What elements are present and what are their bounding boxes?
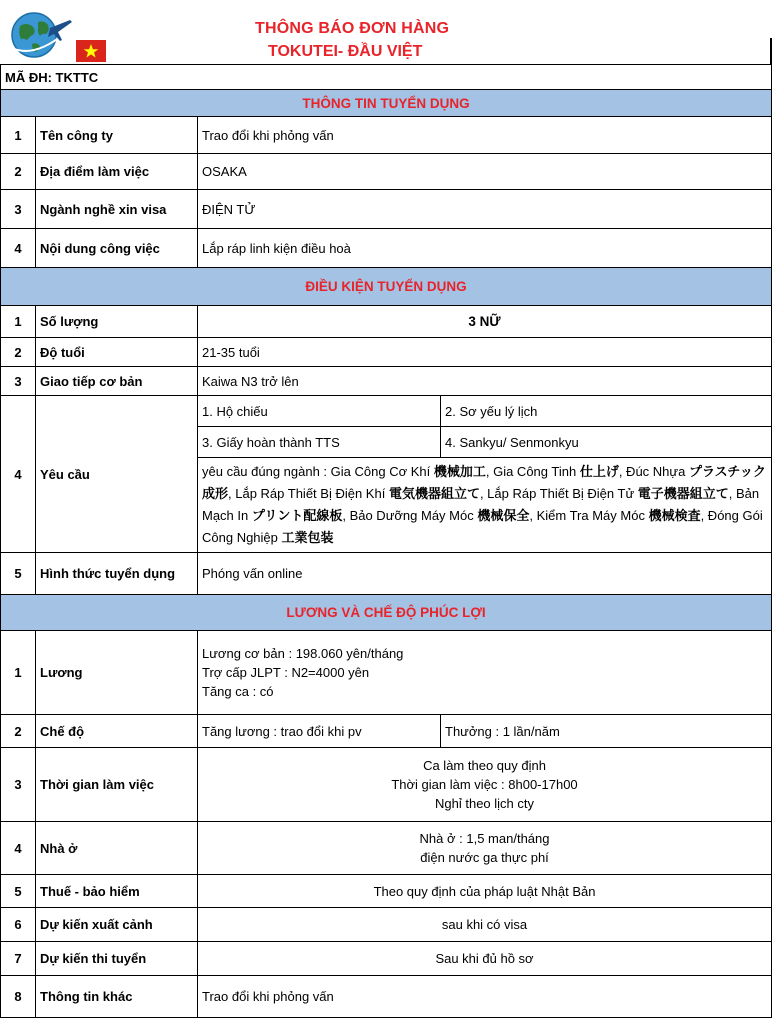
row-number: 3 [1,748,36,822]
req-jp-term: 機械保全 [477,509,530,524]
table-row [1,367,772,396]
row-label: Độ tuổi [36,338,198,367]
row-value: OSAKA [198,154,772,190]
row-number: 3 [1,367,36,396]
row-number: 4 [1,229,36,268]
vietnam-flag-icon [76,40,106,62]
row-number: 5 [1,875,36,908]
row-number: 1 [1,631,36,715]
req-text: , Kiểm Tra Máy Móc [529,508,649,523]
row-label: Tên công ty [36,117,198,154]
wage-line: Lương cơ bản : 198.060 yên/tháng [202,646,404,661]
table-row [1,715,772,748]
requirement-doc-4: 4. Sankyu/ Senmonkyu [441,427,772,458]
req-jp-term: プリント配線板 [251,509,343,524]
table-row [1,396,772,427]
row-value: Trao đổi khi phỏng vấn [198,117,772,154]
page-title: THÔNG BÁO ĐƠN HÀNG [255,20,450,37]
row-value: ĐIỆN TỬ [198,190,772,229]
table-row [1,154,772,190]
requirement-doc-2: 2. Sơ yếu lý lịch [441,396,772,427]
divider [770,38,772,64]
req-jp-term: 工業包装 [281,531,334,546]
row-number: 7 [1,942,36,976]
section-header-conditions [1,268,772,306]
policy-bonus: Thưởng : 1 lần/năm [441,715,772,748]
req-jp-term: 仕上げ [579,465,619,480]
table-row [1,976,772,1018]
wage-value [198,631,772,715]
table-row [1,338,772,367]
row-label: Lương [36,631,198,715]
row-label: Số lượng [36,306,198,338]
requirement-industry-text [198,458,772,553]
row-label: Nhà ở [36,822,198,875]
age-value: 21-35 tuổi [198,338,772,367]
req-text: , Bảo Dưỡng Máy Móc [342,508,478,523]
row-label: Dự kiến xuất cảnh [36,908,198,942]
row-number: 6 [1,908,36,942]
row-label: Thời gian làm việc [36,748,198,822]
globe-airplane-logo [6,8,74,60]
req-text: , Lắp Ráp Thiết Bị Điện Tử [479,486,638,501]
row-label: Chế độ [36,715,198,748]
table-row [1,822,772,875]
row-number: 2 [1,715,36,748]
row-number: 1 [1,117,36,154]
table-row [1,229,772,268]
row-number: 4 [1,822,36,875]
section-title: LƯƠNG VÀ CHẾ ĐỘ PHÚC LỢI [1,595,772,631]
housing-line: điện nước ga thực phí [420,850,549,865]
req-text: yêu cầu đúng ngành : Gia Công Cơ Khí [202,464,434,479]
interview-value: Phóng vấn online [198,553,772,595]
row-label: Thông tin khác [36,976,198,1018]
row-number: 2 [1,338,36,367]
req-text: , Bản Mạch In [202,486,760,523]
row-label: Hình thức tuyển dụng [36,553,198,595]
section-header-salary [1,595,772,631]
row-number: 5 [1,553,36,595]
tax-value: Theo quy định của pháp luật Nhật Bản [198,875,772,908]
departure-value: sau khi có visa [198,908,772,942]
req-jp-term: 電子機器組立て [637,487,729,502]
housing-value [198,822,772,875]
hours-line: Thời gian làm việc : 8h00-17h00 [391,777,578,792]
hours-value [198,748,772,822]
order-code-row [1,65,772,90]
row-number: 8 [1,976,36,1018]
policy-raise: Tăng lương : trao đổi khi pv [198,715,441,748]
order-code: MÃ ĐH: TKTTC [1,65,772,90]
table-row [1,875,772,908]
table-row [1,306,772,338]
req-text: , Gia Công Tinh [485,464,580,479]
req-jp-term: 電気機器組立て [388,487,480,502]
hours-line: Ca làm theo quy định [423,758,546,773]
row-label: Dự kiến thi tuyển [36,942,198,976]
req-jp-term: 機械検査 [648,509,701,524]
req-jp-term: 機械加工 [433,465,486,480]
other-value: Trao đổi khi phỏng vấn [198,976,772,1018]
req-jp-term: プラスチック成形 [202,465,766,502]
row-label: Thuế - bảo hiểm [36,875,198,908]
req-text: , Đúc Nhựa [618,464,689,479]
table-row [1,942,772,976]
order-table [0,64,772,1018]
row-label: Nội dung công việc [36,229,198,268]
page-subtitle: TOKUTEI- ĐẦU VIỆT [268,43,423,60]
table-row [1,553,772,595]
req-text: , Lắp Ráp Thiết Bị Điện Khí [228,486,389,501]
row-value: Lắp ráp linh kiện điều hoà [198,229,772,268]
exam-value: Sau khi đủ hồ sơ [198,942,772,976]
table-row [1,748,772,822]
table-row [1,631,772,715]
hours-line: Nghỉ theo lịch cty [435,796,535,811]
row-number: 2 [1,154,36,190]
table-row [1,190,772,229]
communication-value: Kaiwa N3 trở lên [198,367,772,396]
document-header [0,0,773,64]
row-number: 3 [1,190,36,229]
row-label: Giao tiếp cơ bản [36,367,198,396]
table-row [1,908,772,942]
section-title: ĐIỀU KIỆN TUYỂN DỤNG [1,268,772,306]
section-header-recruitment [1,90,772,117]
table-row [1,117,772,154]
requirement-doc-3: 3. Giấy hoàn thành TTS [198,427,441,458]
wage-line: Tăng ca : có [202,684,274,699]
row-number: 1 [1,306,36,338]
req-text: , Đóng Gói Công Nghiệp [202,508,763,545]
requirement-doc-1: 1. Hộ chiếu [198,396,441,427]
row-label: Địa điểm làm việc [36,154,198,190]
housing-line: Nhà ở : 1,5 man/tháng [419,831,550,846]
row-label: Yêu cầu [36,396,198,553]
row-label: Ngành nghề xin visa [36,190,198,229]
quantity-value: 3 NỮ [198,306,772,338]
section-title: THÔNG TIN TUYỂN DỤNG [1,90,772,117]
wage-line: Trợ cấp JLPT : N2=4000 yên [202,665,370,680]
row-number: 4 [1,396,36,553]
